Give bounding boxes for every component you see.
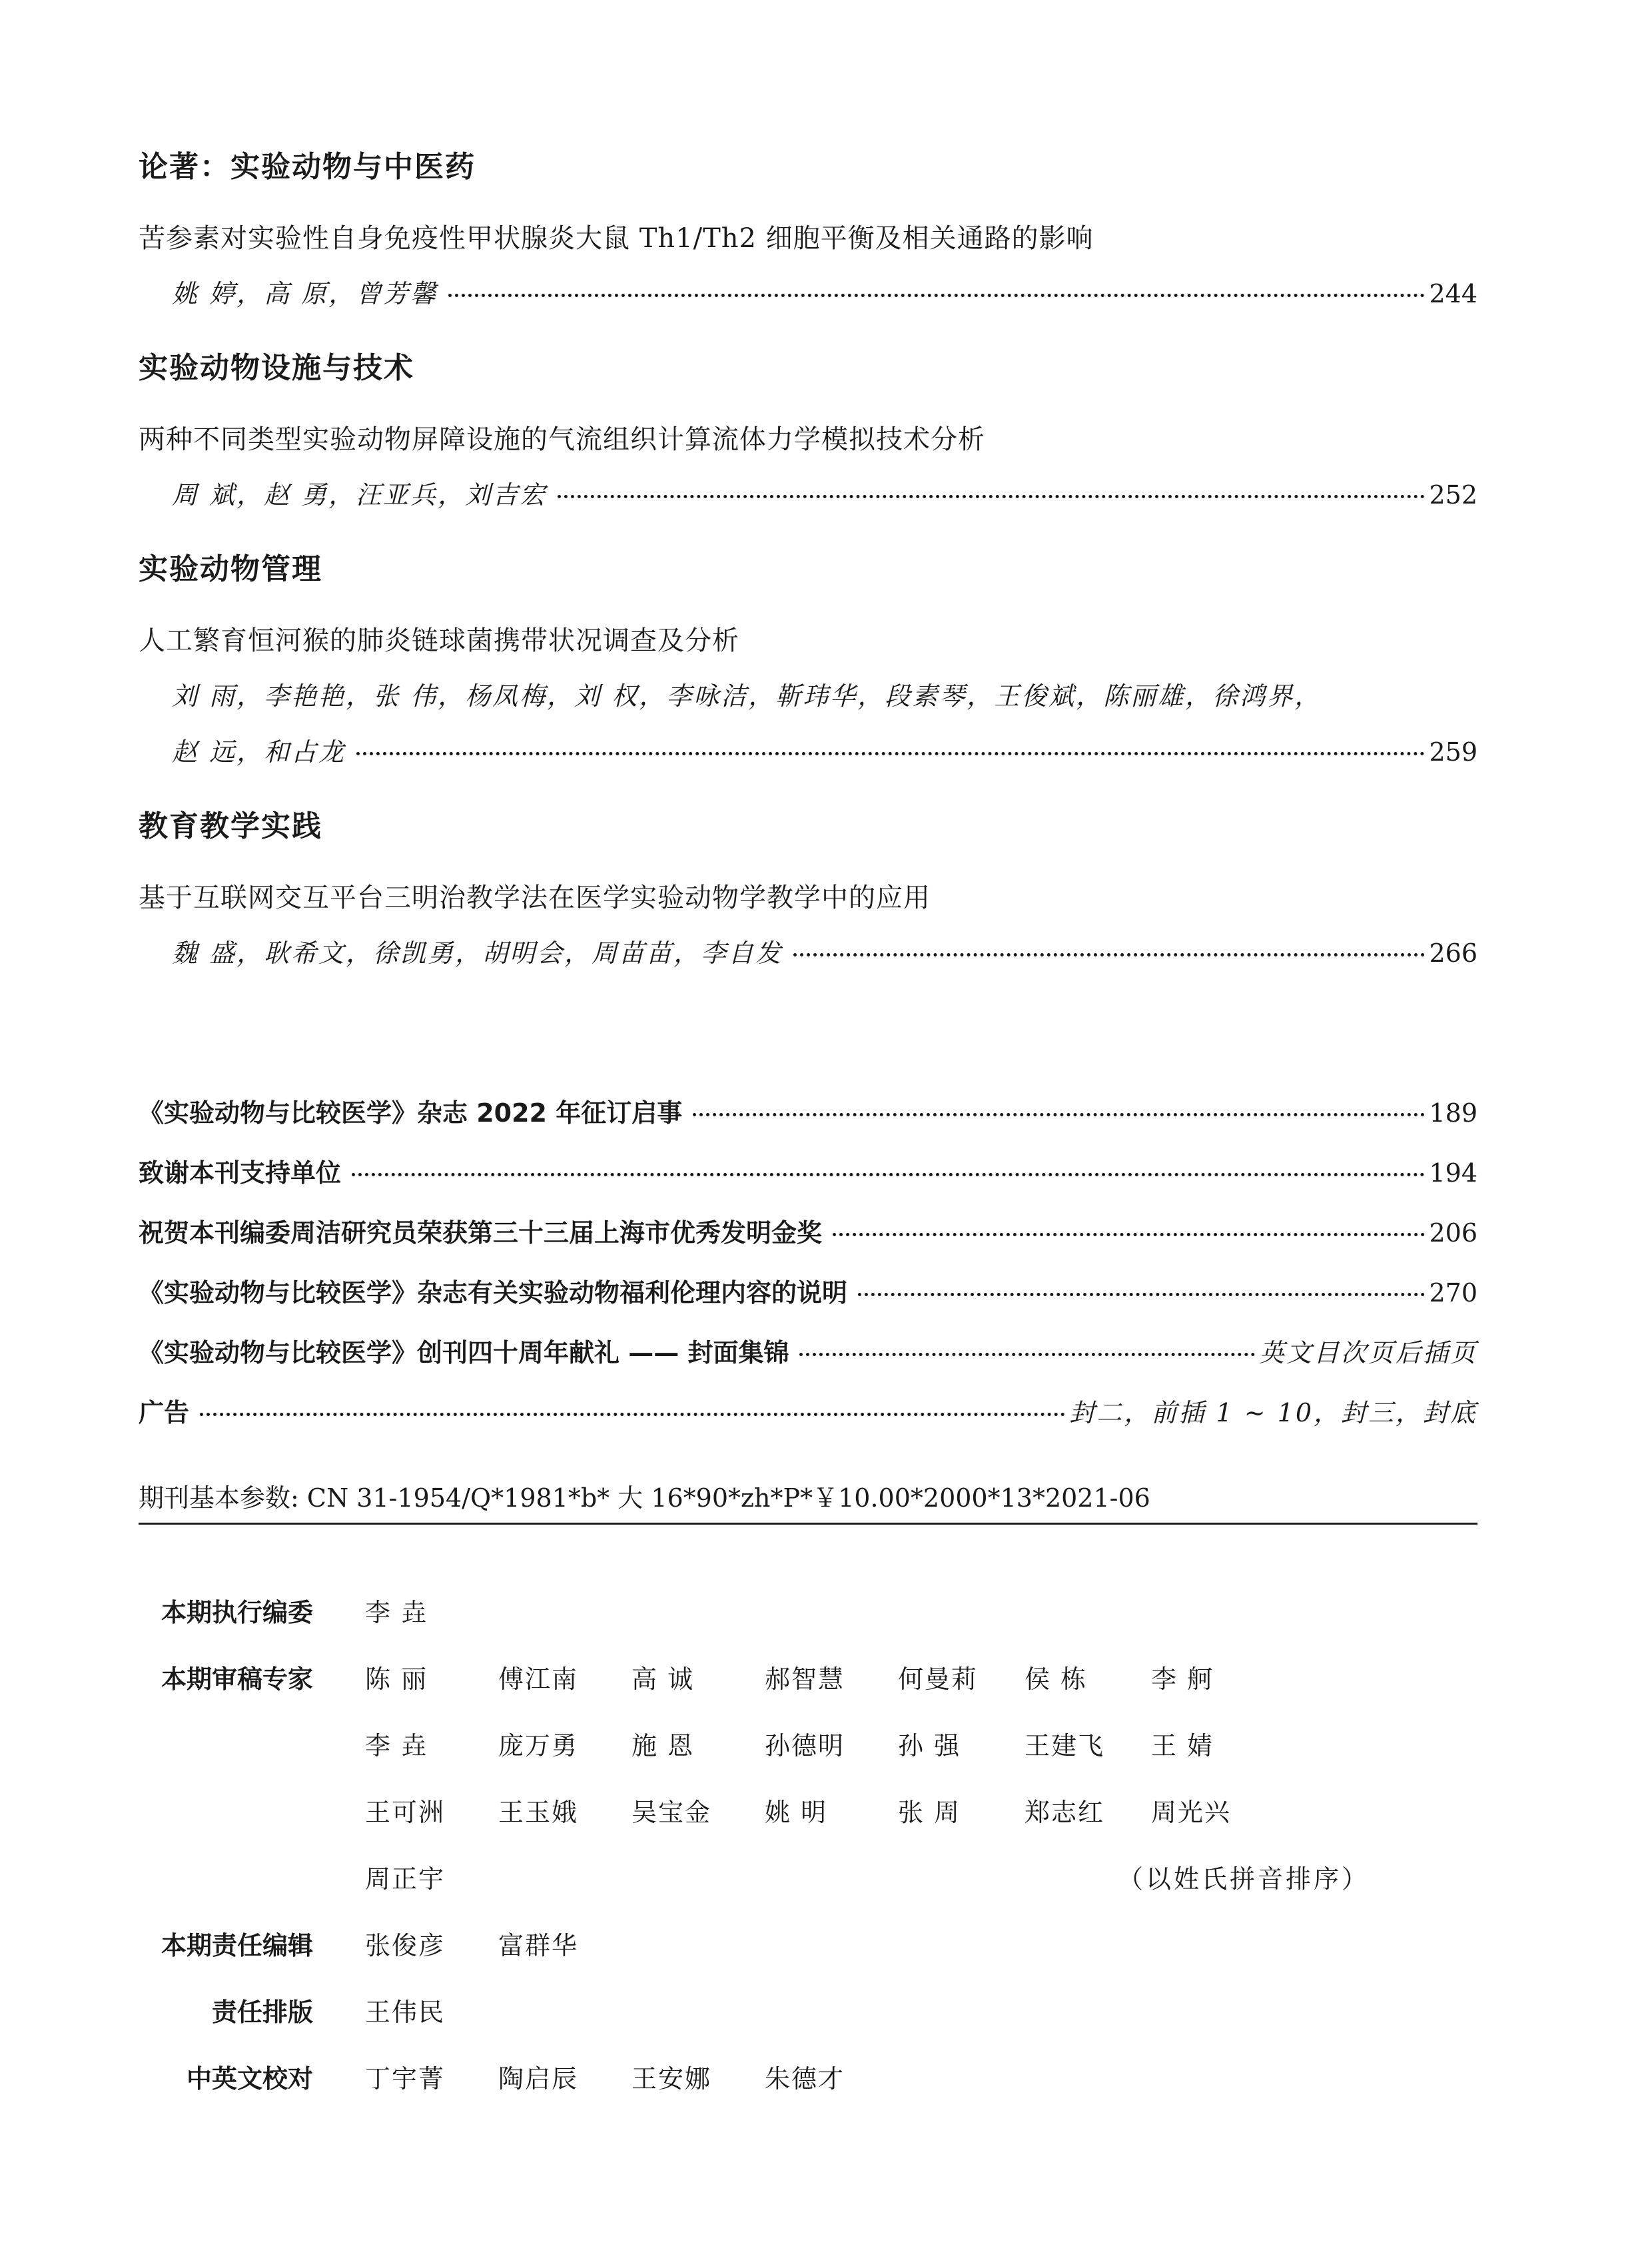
- notice-title: 《实验动物与比较医学》杂志 2022 年征订启事: [139, 1098, 683, 1128]
- dot-leader: [793, 953, 1425, 956]
- notice-entry[interactable]: [139, 1092, 1477, 1129]
- article-title[interactable]: 人工繁育恒河猴的肺炎链球菌携带状况调查及分析: [139, 625, 739, 656]
- dot-leader: [693, 1113, 1425, 1116]
- staff-name: 孙 强: [898, 1731, 961, 1760]
- toc-page: [139, 0, 1477, 2242]
- page-reference: 封二，前插 1 ~ 10，封三，封底: [1069, 1398, 1477, 1427]
- dot-leader: [356, 752, 1425, 755]
- dot-leader: [833, 1233, 1425, 1236]
- notice-title: 祝贺本刊编委周洁研究员荣获第三十三届上海市优秀发明金奖: [139, 1218, 823, 1248]
- article-authors: 周 斌，赵 勇，汪亚兵，刘吉宏: [172, 480, 548, 510]
- staff-name: 李 垚: [365, 1598, 428, 1627]
- article-authors: 赵 远，和占龙: [172, 737, 346, 767]
- page-number: 244: [1429, 279, 1477, 308]
- page-number: 270: [1429, 1278, 1477, 1308]
- staff-name: 施 恩: [631, 1731, 695, 1760]
- sort-note: （以姓氏拼音排序）: [1118, 1864, 1370, 1894]
- journal-parameters: 期刊基本参数: CN 31-1954/Q*1981*b* 大 16*90*zh*P*￥10.00*2000*13*2021-06: [139, 1483, 1150, 1513]
- staff-name: 李 舸: [1151, 1665, 1214, 1694]
- staff-name: 张 周: [898, 1798, 961, 1827]
- section-title: 论著：实验动物与中医药: [139, 150, 476, 184]
- article-title[interactable]: 基于互联网交互平台三明治教学法在医学实验动物学教学中的应用: [139, 883, 931, 913]
- section-title: 实验动物设施与技术: [139, 351, 414, 385]
- staff-name: 陶启辰: [498, 2064, 579, 2093]
- staff-name: 陈 丽: [365, 1665, 428, 1694]
- staff-name: 王安娜: [631, 2064, 712, 2093]
- staff-name: 周正宇: [365, 1864, 446, 1894]
- page-number: 189: [1429, 1098, 1477, 1128]
- staff-label-proofreading: 中英文校对: [186, 2064, 313, 2093]
- staff-name: 郝智慧: [765, 1665, 845, 1694]
- author-line: [172, 933, 1477, 969]
- staff-name: 庞万勇: [498, 1731, 579, 1760]
- article-title[interactable]: 两种不同类型实验动物屏障设施的气流组织计算流体力学模拟技术分析: [139, 424, 985, 455]
- notice-entry[interactable]: [139, 1392, 1477, 1429]
- staff-name: 郑志红: [1025, 1798, 1105, 1827]
- dot-leader: [448, 294, 1425, 297]
- page-number: 252: [1429, 480, 1477, 510]
- page-number: 259: [1429, 737, 1477, 767]
- staff-name: 周光兴: [1151, 1798, 1232, 1827]
- page-number: 206: [1429, 1218, 1477, 1248]
- staff-name: 王伟民: [365, 1998, 446, 2027]
- author-line: [172, 731, 1477, 768]
- dot-leader: [558, 495, 1425, 498]
- staff-name: 李 垚: [365, 1731, 428, 1760]
- author-line: [172, 474, 1477, 511]
- article-authors: 刘 雨，李艳艳，张 伟，杨凤梅，刘 权，李咏洁，靳玮华，段素琴，王俊斌，陈丽雄，徐鸿界，: [172, 681, 1322, 711]
- article-authors: 姚 婷，高 原，曾芳馨: [172, 279, 438, 308]
- staff-name: 王可洲: [365, 1798, 446, 1827]
- staff-label-executive-editor: 本期执行编委: [161, 1598, 313, 1627]
- dot-leader: [200, 1413, 1065, 1416]
- staff-name: 侯 栋: [1025, 1665, 1088, 1694]
- staff-name: 吴宝金: [631, 1798, 712, 1827]
- dot-leader: [799, 1353, 1255, 1356]
- dot-leader: [858, 1293, 1425, 1296]
- author-line: [172, 273, 1477, 310]
- staff-name: 富群华: [498, 1931, 579, 1960]
- page-number: 194: [1429, 1158, 1477, 1188]
- staff-name: 王 婧: [1151, 1731, 1214, 1760]
- staff-name: 丁宇菁: [365, 2064, 446, 2093]
- notice-title: 广告: [139, 1398, 190, 1427]
- page-reference: 英文目次页后插页: [1258, 1338, 1477, 1367]
- staff-name: 王建飞: [1025, 1731, 1105, 1760]
- staff-name: 高 诚: [631, 1665, 695, 1694]
- notice-title: 《实验动物与比较医学》杂志有关实验动物福利伦理内容的说明: [139, 1278, 848, 1308]
- staff-name: 张俊彦: [365, 1931, 446, 1960]
- staff-name: 何曼莉: [898, 1665, 979, 1694]
- section-title: 教育教学实践: [139, 809, 322, 843]
- staff-name: 王玉娥: [498, 1798, 579, 1827]
- staff-name: 傅江南: [498, 1665, 579, 1694]
- author-line: [172, 675, 1322, 712]
- divider-rule: [139, 1523, 1477, 1525]
- staff-name: 孙德明: [765, 1731, 845, 1760]
- notice-entry[interactable]: [139, 1332, 1477, 1369]
- notice-entry[interactable]: [139, 1212, 1477, 1249]
- staff-name: 姚 明: [765, 1798, 828, 1827]
- notice-title: 致谢本刊支持单位: [139, 1158, 342, 1188]
- article-title[interactable]: 苦参素对实验性自身免疫性甲状腺炎大鼠 Th1/Th2 细胞平衡及相关通路的影响: [139, 223, 1094, 254]
- notice-entry[interactable]: [139, 1152, 1477, 1189]
- page-number: 266: [1429, 938, 1477, 968]
- staff-label-responsible-editor: 本期责任编辑: [161, 1931, 313, 1960]
- section-title: 实验动物管理: [139, 552, 322, 586]
- staff-label-typesetting: 责任排版: [211, 1998, 313, 2027]
- staff-label-reviewers: 本期审稿专家: [161, 1665, 313, 1694]
- dot-leader: [352, 1173, 1425, 1176]
- staff-name: 朱德才: [765, 2064, 845, 2093]
- article-authors: 魏 盛，耿希文，徐凯勇，胡明会，周苗苗，李自发: [172, 938, 783, 968]
- notice-title: 《实验动物与比较医学》创刊四十周年献礼 —— 封面集锦: [139, 1338, 789, 1367]
- notice-entry[interactable]: [139, 1272, 1477, 1309]
